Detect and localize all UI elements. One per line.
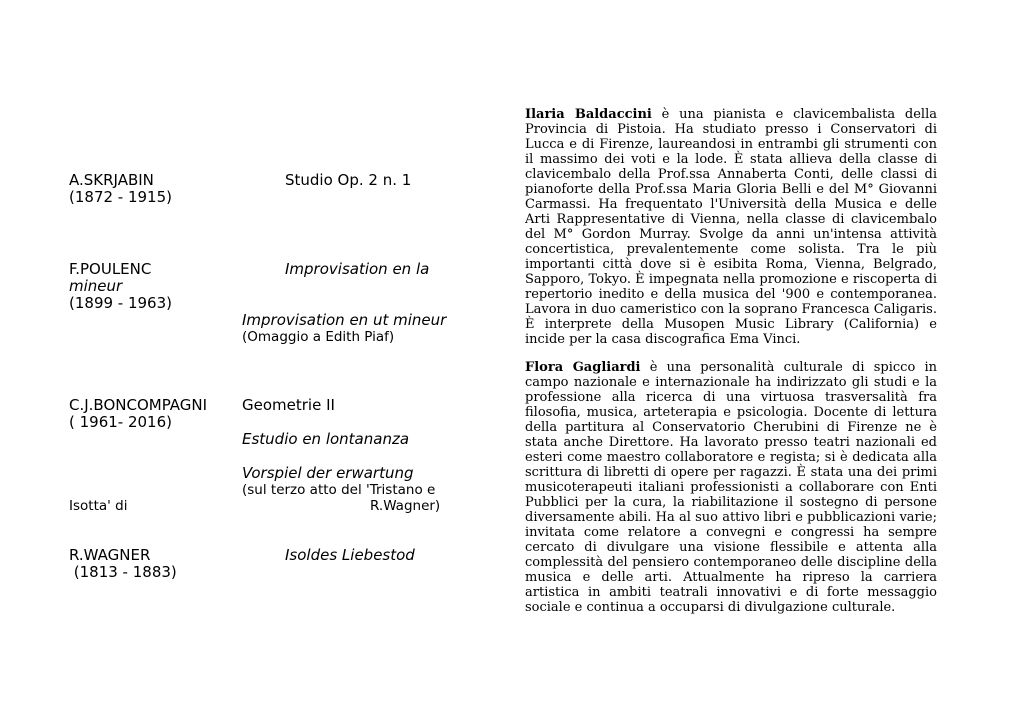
composer-dates-boncompagni: ( 1961- 2016)	[69, 413, 173, 431]
composer-boncompagni: C.J.BONCOMPAGNI	[69, 396, 208, 414]
bio-gagliardi	[525, 360, 937, 615]
bio-baldaccini	[525, 107, 937, 347]
work-poulenc-2-note: (Omaggio a Edith Piaf)	[242, 329, 395, 345]
work-boncompagni-3-note-end: R.Wagner)	[370, 498, 441, 514]
bio-text-gagliardi: è una personalità culturale di spicco in campo nazionale e internazionale ha indirizzato gli studi e la professione alla ricerca di una virtuosa trasversalità fra filosofia, musica, arteterapia e psicologia. Docente di lettura della partitura al Conservatorio Cherubini di Firenze ne è stata anche Direttore. Ha lavorato presso teatri nazionali ed esteri come maestro collaboratore e regista; si è dedicata alla scrittura di libretti di opere per ragazzi. È stata una dei primi musicoterapeuti italiani professionisti a collaborare con Enti Pubblici per la cura, la riabilitazione il sostegno di persone diversamente abili. Ha al suo attivo libri e pubblicazioni varie; invitata come relatore a convegni e congressi ha sempre cercato di divulgare una visione flessibile e attenta alla complessità del pensiero contemporaneo delle discipline della musica e delle arti. Attualmente ha ripreso la carriera artistica in ambiti teatrali innovativi e di forte messaggio sociale e continua a occuparsi di divulgazione culturale.	[525, 360, 937, 615]
work-boncompagni-1: Geometrie II	[242, 396, 335, 414]
work-boncompagni-3-note: (sul terzo atto del 'Tristano e	[242, 482, 436, 498]
composer-poulenc: F.POULENC	[69, 260, 152, 278]
work-boncompagni-3-note-cont: Isotta' di	[69, 498, 128, 514]
work-poulenc-1-cont: mineur	[69, 277, 123, 295]
work-boncompagni-2: Estudio en lontananza	[242, 430, 410, 448]
work-skrjabin: Studio Op. 2 n. 1	[285, 171, 412, 189]
composer-dates-wagner: (1813 - 1883)	[69, 563, 177, 581]
work-poulenc-1: Improvisation en la	[285, 260, 430, 278]
composer-dates-poulenc: (1899 - 1963)	[69, 294, 173, 312]
composer-wagner: R.WAGNER	[69, 546, 151, 564]
bio-name-gagliardi: Flora Gagliardi	[525, 360, 641, 375]
work-wagner: Isoldes Liebestod	[285, 546, 415, 564]
composer-skrjabin: A.SKRJABIN	[69, 171, 154, 189]
work-poulenc-2: Improvisation en ut mineur	[242, 311, 447, 329]
bio-name-baldaccini: Ilaria Baldaccini	[525, 107, 652, 122]
composer-dates-skrjabin: (1872 - 1915)	[69, 188, 173, 206]
work-boncompagni-3: Vorspiel der erwartung	[242, 464, 414, 482]
bio-text-baldaccini: è una pianista e clavicembalista della Provincia di Pistoia. Ha studiato presso i Conservatori di Lucca e di Firenze, laureandosi in entrambi gli strumenti con il massimo dei voti e la lode. È stata allieva della classe di clavicembalo della Prof.ssa Annaberta Conti, delle classi di pianoforte della Prof.ssa Maria Gloria Belli e del M° Giovanni Carmassi. Ha frequentato l'Università della Musica e delle Arti Rappresentative di Vienna, nella classe di clavicembalo del M° Gordon Murray. Svolge da anni un'intensa attività concertistica, prevalentemente come solista. Tra le più importanti città dove si è esibita Roma, Vienna, Belgrado, Sapporo, Tokyo. È impegnata nella promozione e riscoperta di repertorio inedito e della musica del '900 e contemporanea. Lavora in duo cameristico con la soprano Francesca Caligaris. È interprete della Musopen Music Library (California) e incide per la casa discografica Ema Vinci.	[525, 107, 937, 347]
